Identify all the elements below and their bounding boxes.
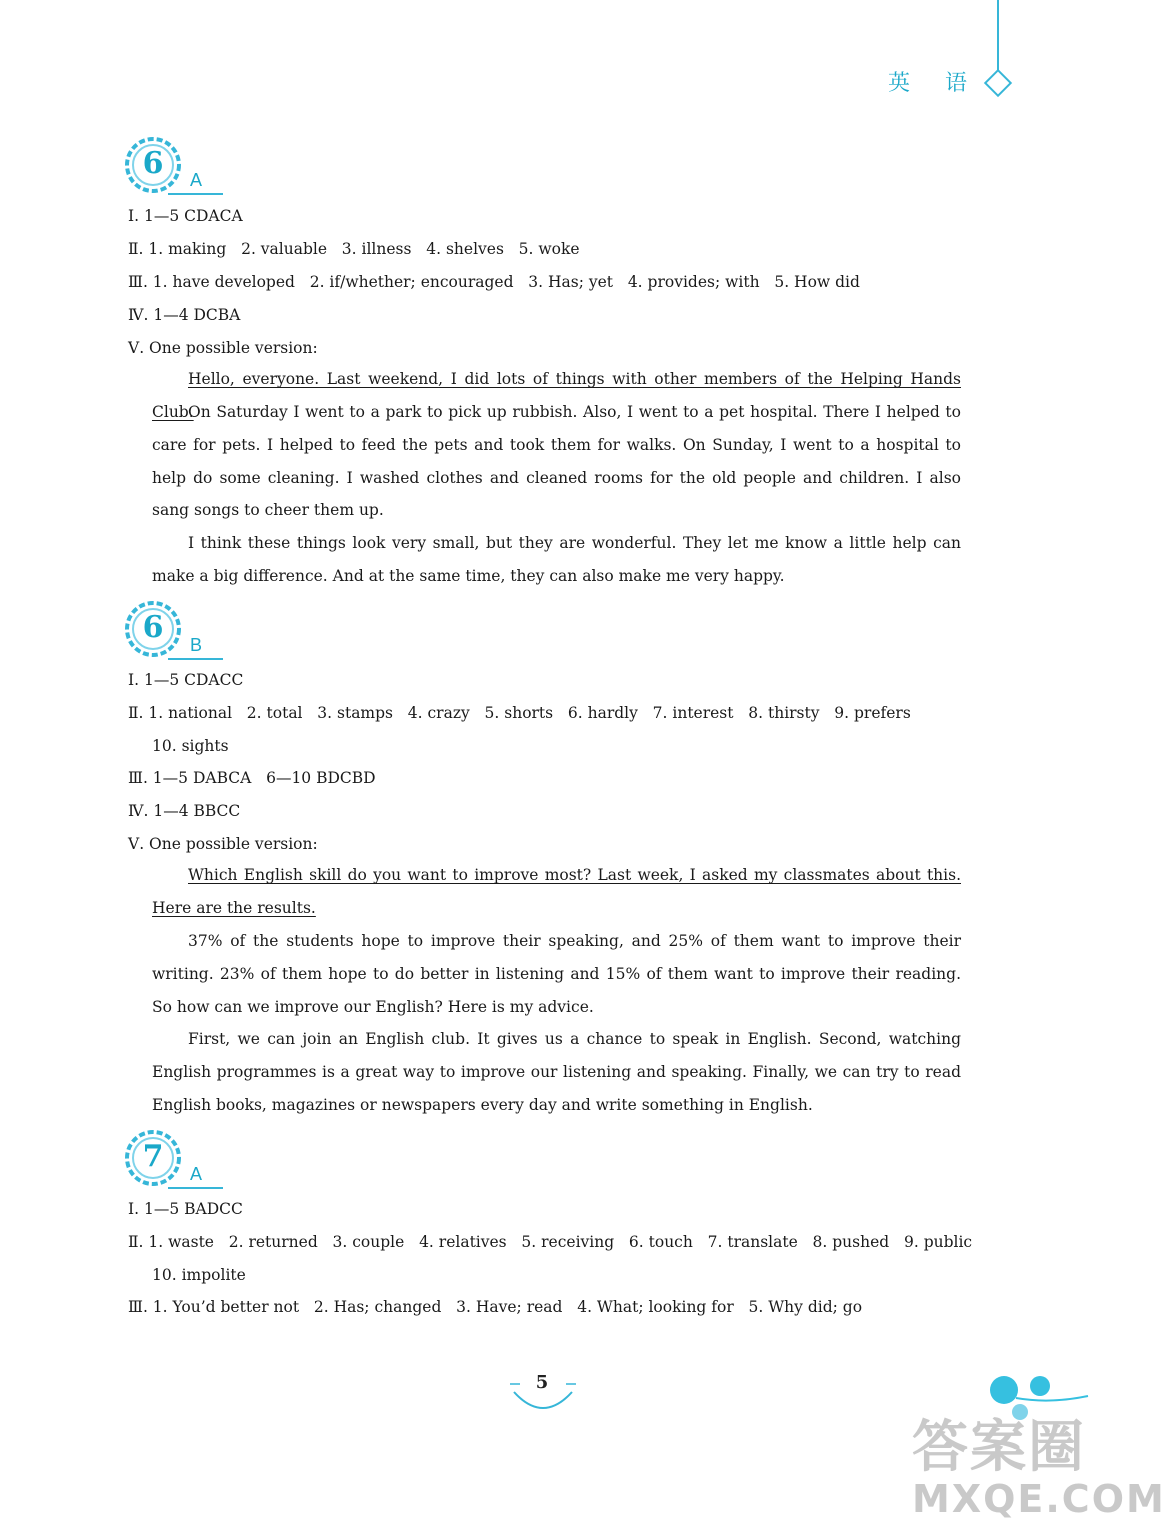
answer-line: Ⅳ. 1—4 DCBA [128, 306, 241, 324]
essay-intro: Which English skill do you want to improve most? Last week, I asked my classmates about this. Here are the results. [152, 866, 961, 917]
section-letter: B [190, 635, 203, 655]
answer-line: Ⅱ. 1. national 2. total 3. stamps 4. crazy 5. shorts 6. hardly 7. interest 8. thirsty 9. prefers [128, 704, 911, 722]
section-underline [168, 658, 223, 660]
watermark-url: MXQE.COM [912, 1477, 1166, 1521]
answer-line: Ⅴ. One possible version: [128, 835, 318, 853]
watermark-logo-text: 答案圈 [912, 1415, 1086, 1480]
answer-line: Ⅰ. 1—5 CDACA [128, 207, 243, 225]
answer-line: Ⅰ. 1—5 CDACC [128, 671, 244, 689]
essay-intro: Hello, everyone. Last weekend, I did lots of things with other members of the Helping Hands Club. [152, 370, 961, 421]
header-rule [997, 0, 999, 70]
answer-line: Ⅴ. One possible version: [128, 339, 318, 357]
section-underline [168, 193, 223, 195]
essay-paragraph [152, 859, 961, 925]
answer-line: Ⅳ. 1—4 BBCC [128, 802, 241, 820]
section-letter: A [190, 1164, 203, 1184]
answer-line: Ⅱ. 1. making 2. valuable 3. illness 4. shelves 5. woke [128, 240, 580, 258]
unit-number: 6 [142, 610, 164, 645]
watermark [912, 1415, 1166, 1521]
answer-line: 10. impolite [152, 1266, 246, 1284]
answer-line: Ⅰ. 1—5 BADCC [128, 1200, 243, 1218]
essay-paragraph: On Saturday I went to a park to pick up rubbish. Also, I went to a pet hospital. There I helped to care for pets. I helped to feed the pets and took them for walks. On Sunday, I went to a hospital to help do some cleaning. I washed clothes and cleaned rooms for the old people and children. I also sang songs to cheer them up. [152, 403, 961, 520]
diamond-icon [984, 69, 1012, 97]
section-underline [168, 1187, 223, 1189]
essay-paragraph: I think these things look very small, but they are wonderful. They let me know a little help can make a big difference. And at the same time, they can also make me very happy. [152, 534, 961, 585]
essay-paragraph: First, we can join an English club. It gives us a chance to speak in English. Second, watching English programmes is a great way to improve our listening and speaking. Finally, we can try to read English books, magazines or newspapers every day and write something in English. [152, 1030, 961, 1114]
answer-line: Ⅲ. 1. have developed 2. if/whether; encouraged 3. Has; yet 4. provides; with 5. How did [128, 273, 860, 291]
answer-line: 10. sights [152, 737, 229, 755]
answer-line: Ⅲ. 1. You’d better not 2. Has; changed 3. Have; read 4. What; looking for 5. Why did; go [128, 1298, 863, 1316]
answer-line: Ⅱ. 1. waste 2. returned 3. couple 4. relatives 5. receiving 6. touch 7. translate 8. pushed 9. public [128, 1233, 973, 1251]
subject-title: 英 语 [888, 71, 981, 96]
essay-paragraph: 37% of the students hope to improve their speaking, and 25% of them want to improve their writing. 23% of them hope to do better in listening and 15% of them want to improve their reading. So how can we improve our English? Here is my advice. [152, 932, 961, 1016]
page-number: 5 [535, 1372, 549, 1393]
unit-number: 7 [142, 1139, 164, 1174]
section-letter: A [190, 170, 203, 190]
unit-number: 6 [142, 146, 164, 181]
answer-line: Ⅲ. 1—5 DABCA 6—10 BDCBD [128, 769, 376, 787]
